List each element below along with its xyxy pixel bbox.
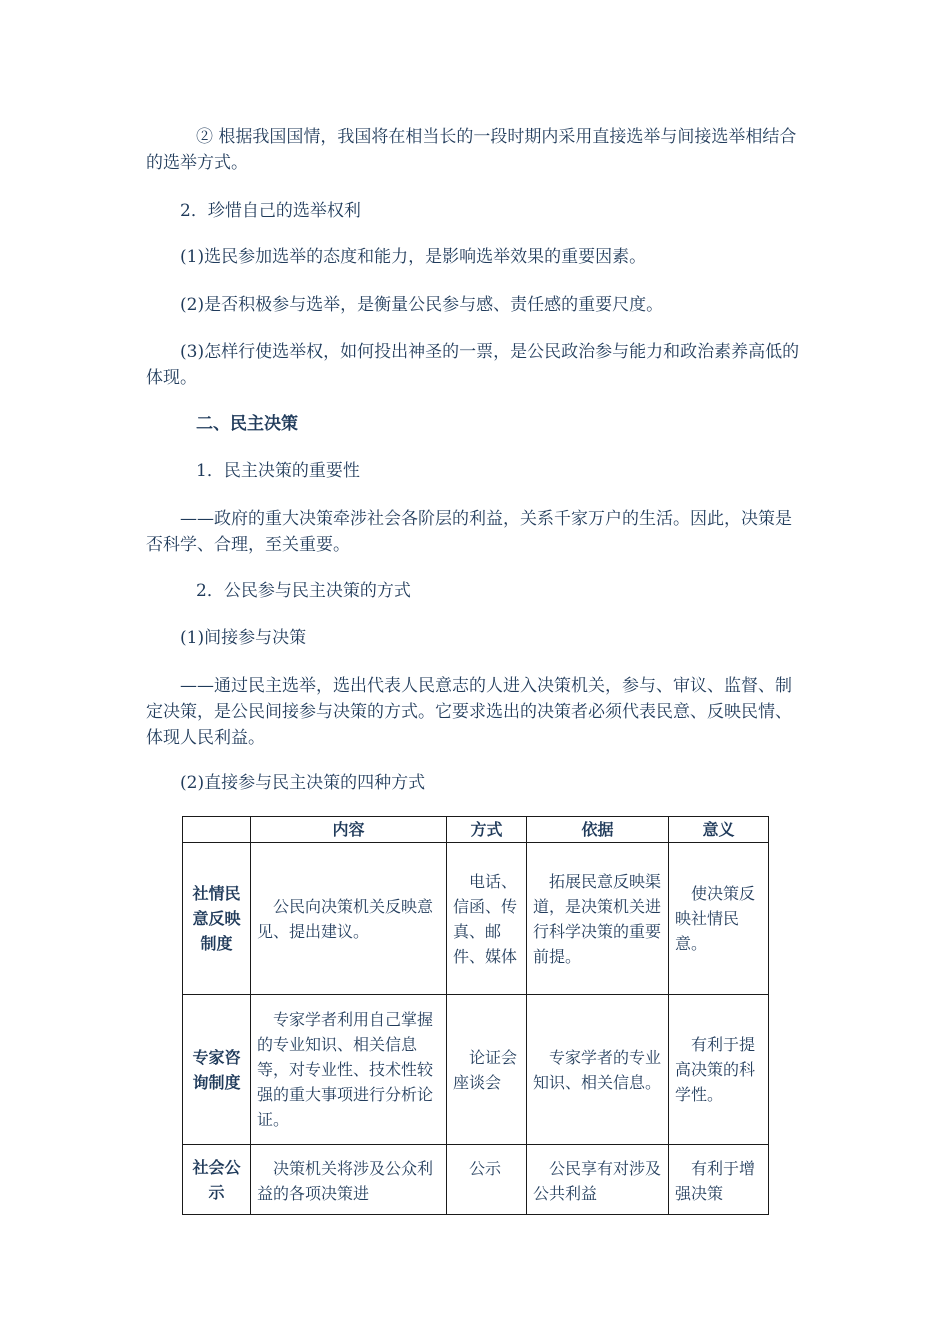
paragraph-voter-attitude: (1)选民参加选举的态度和能力，是影响选举效果的重要因素。 [180,247,647,267]
cell-text: 公示 [469,1158,502,1178]
table-cell [527,1145,669,1215]
table-header-cell [183,817,251,843]
table-row [183,1145,769,1215]
cell-text: 使决策反映社情民意。 [675,884,756,953]
participation-methods-table [182,816,769,1215]
cell-text: 有利于增强决策 [675,1158,756,1203]
table-cell [251,995,447,1145]
cell-text: 拓展民意反映渠道，是决策机关进行科学决策的重要前提。 [533,871,662,966]
heading-participation-methods: 2．公民参与民主决策的方式 [196,581,411,601]
heading-importance: 1．民主决策的重要性 [196,461,360,481]
row-header: 社情民意反映制度 [183,843,251,995]
table-cell [251,1145,447,1215]
heading-indirect-participation: (1)间接参与决策 [180,628,307,648]
cell-text: 专家学者的专业知识、相关信息。 [533,1047,662,1092]
table-cell [669,843,769,995]
paragraph-active-participation: (2)是否积极参与选举，是衡量公民参与感、责任感的重要尺度。 [180,295,664,315]
table-cell [527,843,669,995]
table-cell [251,843,447,995]
cell-text: 专家学者利用自己掌握的专业知识、相关信息等，对专业性、技术性较强的重大事项进行分析论证。 [257,1010,434,1129]
cell-text: 公民享有对涉及公共利益 [533,1158,662,1203]
table-row [183,843,769,995]
paragraph-exercise-vote: (3)怎样行使选举权，如何投出神圣的一票，是公民政治参与能力和政治素养高低的体现。 [146,342,800,388]
paragraph-importance: ——政府的重大决策牵涉社会各阶层的利益，关系千家万户的生活。因此，决策是否科学、合理，至关重要。 [146,509,792,555]
paragraph-indirect-participation: ——通过民主选举，选出代表人民意志的人进入决策机关，参与、审议、监督、制定决策，是公民间接参与决策的方式。它要求选出的决策者必须代表民意、反映民情、体现人民利益。 [146,676,792,748]
table-row [183,995,769,1145]
cell-text: 电话、信函、传真、邮件、媒体 [453,871,518,966]
paragraph-election-method: ② 根据我国国情，我国将在相当长的一段时期内采用直接选举与间接选举相结合的选举方式。 [146,127,797,173]
table-header-cell: 内容 [251,817,447,843]
table-cell [447,995,527,1145]
table-header-cell: 依据 [527,817,669,843]
section-heading-democratic-decision: 二、民主决策 [196,414,298,434]
table-cell [669,995,769,1145]
row-header: 专家咨询制度 [183,995,251,1145]
cell-text: 有利于提高决策的科学性。 [675,1035,756,1104]
table-header-cell: 意义 [669,817,769,843]
table-cell [447,843,527,995]
table-cell [669,1145,769,1215]
table-cell [447,1145,527,1215]
table-header-row [183,817,769,843]
heading-cherish-election-rights: 2．珍惜自己的选举权利 [180,201,361,221]
heading-direct-participation: (2)直接参与民主决策的四种方式 [180,773,426,793]
table-cell [527,995,669,1145]
row-header: 社会公示 [183,1145,251,1215]
table-header-cell: 方式 [447,817,527,843]
cell-text: 决策机关将涉及公众利益的各项决策进 [257,1158,434,1203]
cell-text: 公民向决策机关反映意见、提出建议。 [257,896,434,941]
cell-text: 论证会 座谈会 [453,1047,518,1092]
